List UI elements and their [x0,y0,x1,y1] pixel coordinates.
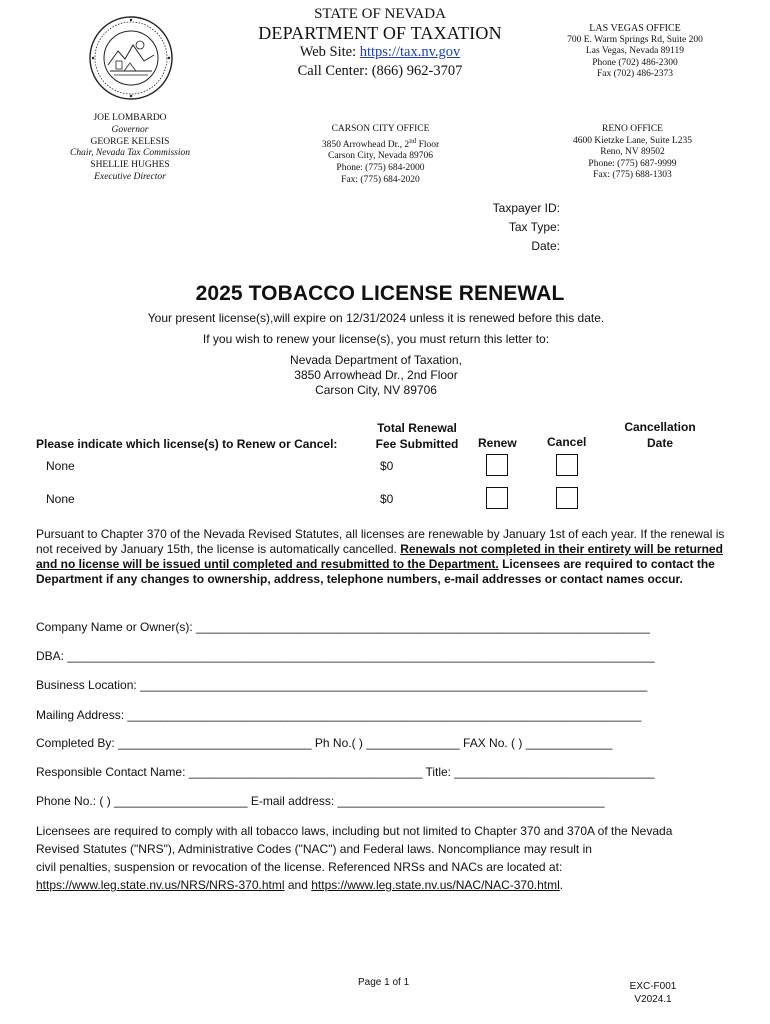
fee-column-header: Total Renewal Fee Submitted [375,421,459,451]
call-center: Call Center: (866) 962-3707 [297,63,463,79]
and-text: and [284,878,312,892]
las-vegas-office [550,23,720,81]
renew-column-header: Renew [478,436,517,450]
fee-amount: $0 [380,492,394,506]
director-title: Executive Director [94,171,166,182]
office-line: 4600 Kietzke Lane, Suite L235 [573,135,692,146]
compliance-notice: Licensees are required to comply with all tobacco laws, including but not limited to Chapter 370 and 370A of the Nevada Revised Statutes ("NRS"), Administrative Codes ("NAC") and Federal laws. Noncompliance may result in civil penalties, suspension or revocation of the license. Referenced NRSs and NACs are located at: https://www.leg.state.nv.us/NRS/NRS-370.html and https://www.leg.state.nv.us/NAC/NAC-370.html. [36,822,726,894]
completed-by-field[interactable]: Completed By: _____________________________ Ph No.( ) ______________ FAX No. ( ) _____________ [36,736,613,750]
state-name: STATE OF NEVADA [314,6,446,22]
date-label: Date: [531,239,560,253]
office-line: Fax: (775) 688-1303 [593,170,672,181]
statute-contact-requirement: Licensees are required to contact the Department if any changes to ownership, address, telephone numbers, e-mail addresses or contact names occur. [36,557,715,586]
license-name: None [46,492,75,506]
nevada-state-seal [88,15,174,101]
office-line: Fax: (775) 684-2020 [341,174,420,185]
statute-warning: Renewals not completed in their entirety will be returned and no license will be issued until completed and resubmitted to the Department. [36,542,723,571]
website-line [230,43,530,61]
address-line: Nevada Department of Taxation, [290,353,462,367]
address-line: Carson City, NV 89706 [315,383,437,397]
renew-checkbox[interactable] [486,454,508,476]
return-address [0,353,752,398]
taxpayer-info [470,199,560,256]
chair-title: Chair, Nevada Tax Commission [70,148,190,159]
office-title: LAS VEGAS OFFICE [589,23,681,34]
office-line: Phone: (775) 684-2000 [336,162,425,173]
form-id: EXC-F001 [629,981,677,992]
office-line: 3850 Arrowhead Dr., 2nd Floor [321,136,440,150]
fee-amount: $0 [380,459,394,473]
form-version: V2024.1 [634,994,672,1005]
cancel-checkbox[interactable] [556,454,578,476]
return-instruction: If you wish to renew your license(s), you must return this letter to: [202,332,550,346]
page-number: Page 1 of 1 [358,977,410,988]
compliance-line: civil penalties, suspension or revocation of the license. Referenced NRSs and NACs are located at: [36,860,563,874]
department-name: DEPARTMENT OF TAXATION [258,23,502,43]
governor-name: JOE LOMBARDO [93,113,167,123]
reno-office [555,124,710,182]
responsible-contact-field[interactable]: Responsible Contact Name: ___________________________________ Title: ______________________________ [36,765,655,779]
office-title: RENO OFFICE [602,124,663,134]
office-line: 700 E. Warm Springs Rd, Suite 200 [567,34,703,45]
page-title: 2025 TOBACCO LICENSE RENEWAL [195,282,565,305]
renew-checkbox[interactable] [486,487,508,509]
website-label: Web Site: [299,44,360,60]
company-name-field[interactable]: Company Name or Owner(s): ____________________________________________________________________ [36,620,650,634]
dba-field[interactable]: DBA: ________________________________________________________________________________________ [36,649,655,663]
office-line: Phone (702) 486-2300 [592,57,678,68]
compliance-line: Revised Statutes ("NRS"), Administrative Codes ("NAC") and Federal laws. Noncompliance may result in [36,842,592,856]
license-name: None [46,459,75,473]
office-line: Carson City, Nevada 89706 [328,151,433,162]
statute-text: Pursuant to Chapter 370 of the Nevada Revised Statutes, all licenses are renewable by January 1st of each year. If the renewal is not received by January 15th, the license is automatically cancelled. [36,527,725,556]
office-line: Fax (702) 486-2373 [597,69,673,80]
tax-type-label: Tax Type: [508,220,560,234]
phone-email-field[interactable]: Phone No.: ( ) ____________________ E-mail address: ________________________________________ [36,794,605,808]
governor-title: Governor [111,124,149,135]
nac-link[interactable]: https://www.leg.state.nv.us/NAC/NAC-370.html [311,878,560,892]
office-line: Las Vegas, Nevada 89119 [585,46,685,57]
expiry-notice: Your present license(s),will expire on 12/31/2024 unless it is renewed before this date. [147,311,605,325]
cancellation-date-column-header: Cancellation Date [624,420,696,450]
compliance-line: Licensees are required to comply with all tobacco laws, including but not limited to Chapter 370 and 370A of the Nevada [36,824,673,838]
cancel-column-header: Cancel [547,435,587,449]
statute-notice [36,527,726,587]
chair-name: GEORGE KELESIS [90,136,170,147]
form-code [618,980,688,1006]
director-name: SHELLIE HUGHES [90,160,170,171]
business-location-field[interactable]: Business Location: ____________________________________________________________________________ [36,678,648,692]
officials-block [60,113,200,184]
office-line: Reno, NV 89502 [600,147,665,158]
taxpayer-id-label: Taxpayer ID: [492,201,560,215]
license-column-header: Please indicate which license(s) to Renew or Cancel: [36,437,338,451]
website-link[interactable]: https://tax.nv.gov [359,44,461,60]
office-title: CARSON CITY OFFICE [331,124,430,134]
cancel-checkbox[interactable] [556,487,578,509]
nrs-link[interactable]: https://www.leg.state.nv.us/NRS/NRS-370.html [36,878,285,892]
carson-city-office [298,124,463,186]
mailing-address-field[interactable]: Mailing Address: _____________________________________________________________________________ [36,708,642,722]
office-line: Phone: (775) 687-9999 [588,158,677,169]
address-line: 3850 Arrowhead Dr., 2nd Floor [294,368,458,382]
